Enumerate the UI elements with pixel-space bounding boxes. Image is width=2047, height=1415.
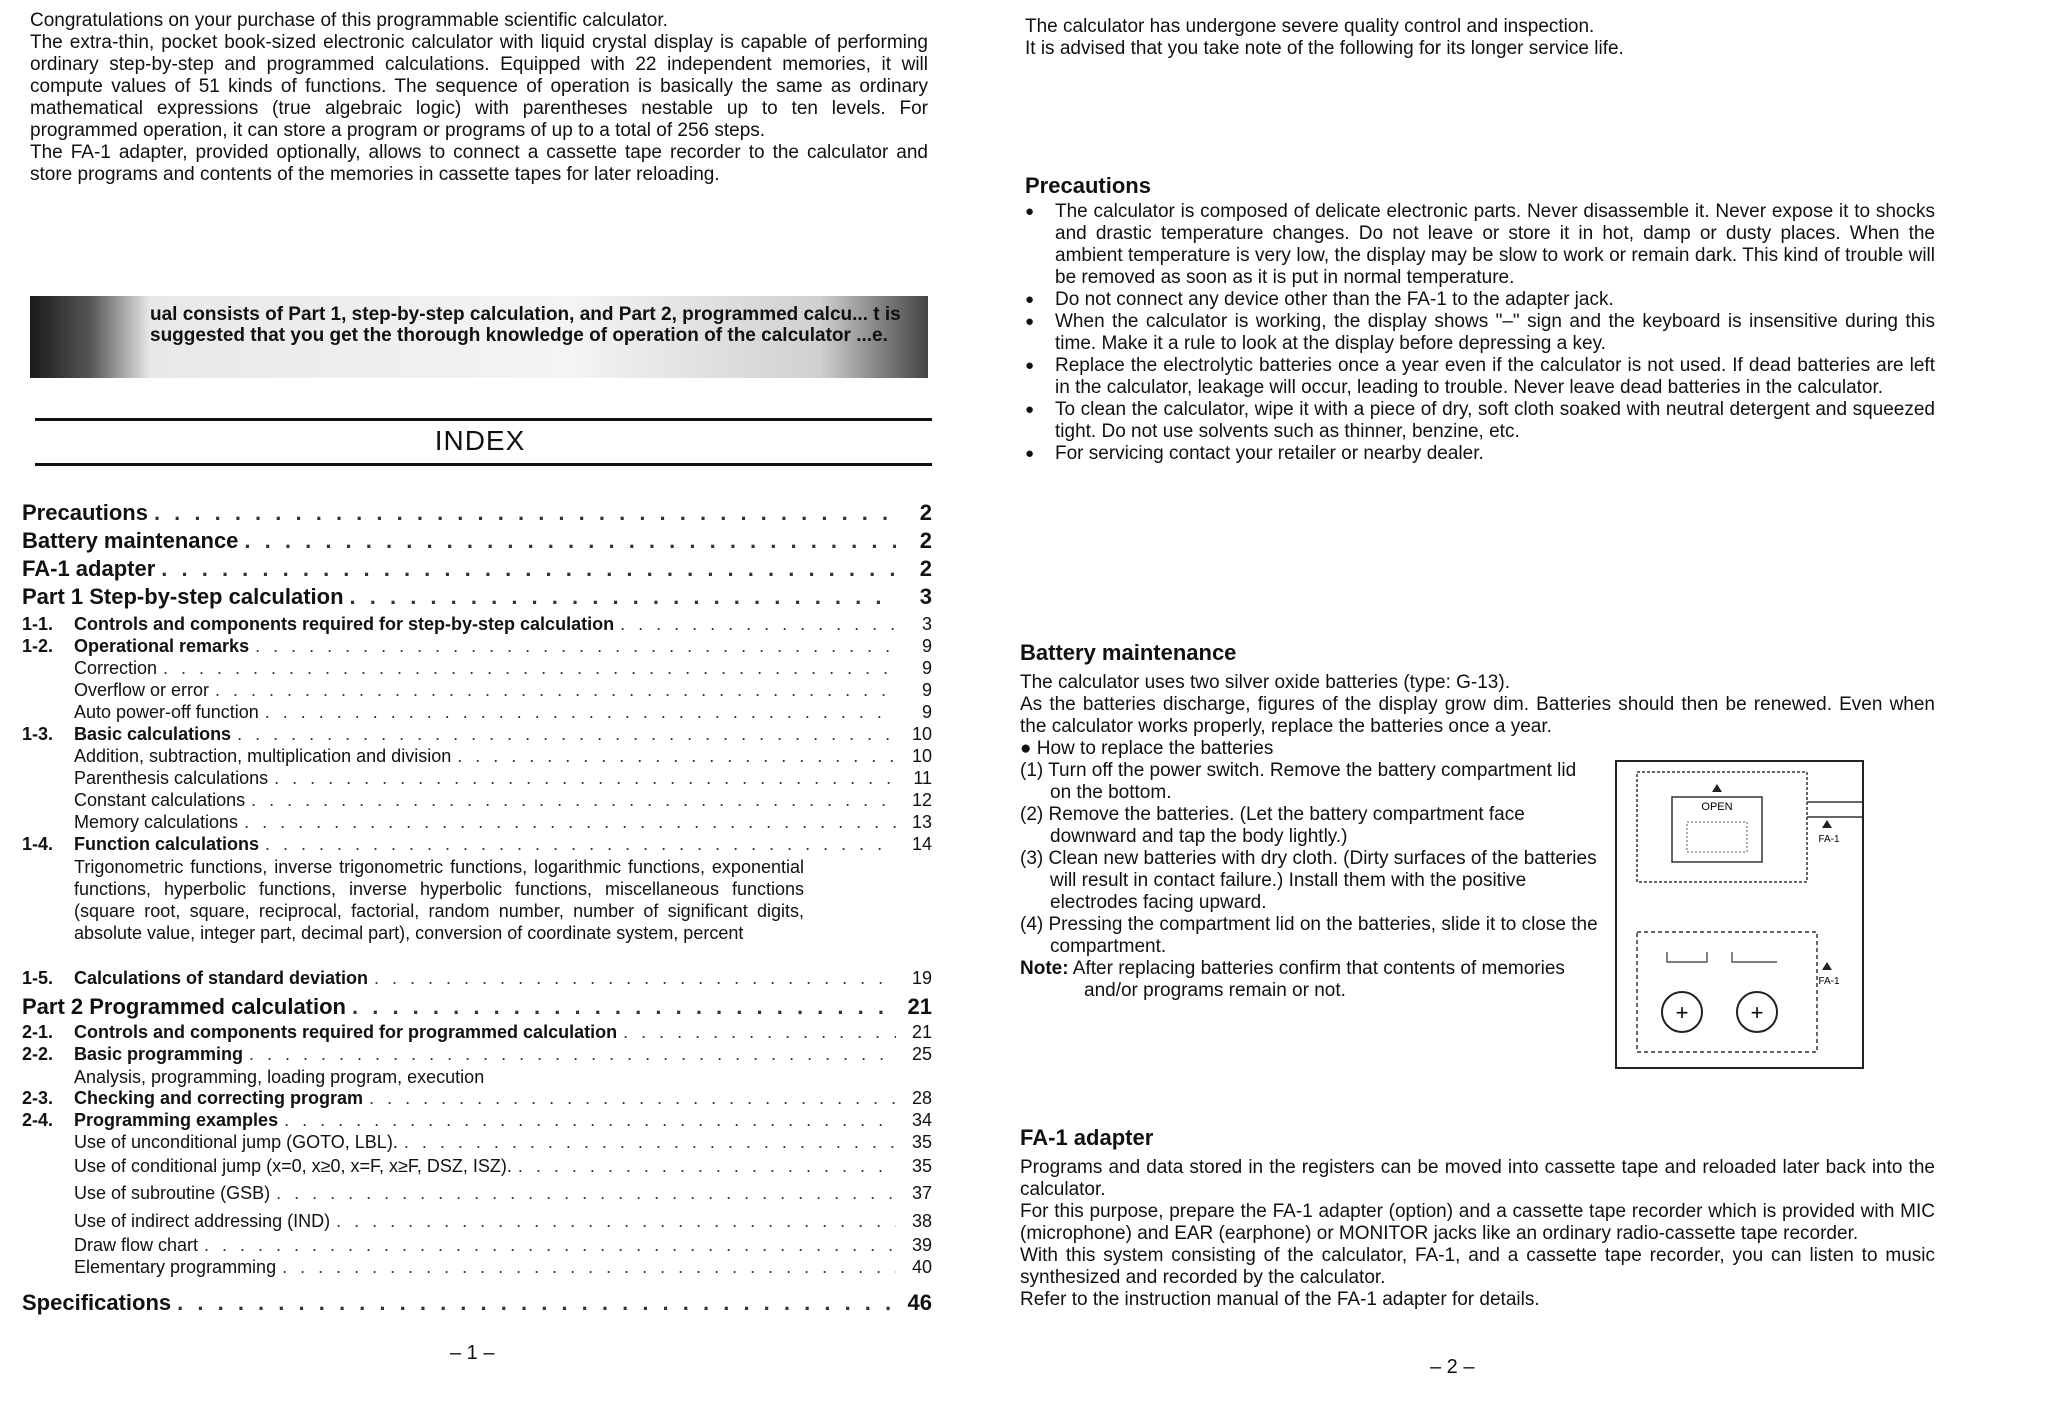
toc-entry-precautions[interactable]: Precautions . . . 2 <box>22 500 932 526</box>
precautions-list <box>1025 201 1935 465</box>
service-intro-line: The calculator has undergone severe quality control and inspection. <box>1025 16 1595 37</box>
page-number-left: – 1 – <box>450 1342 495 1364</box>
fa1-arrow-icon <box>1822 962 1832 970</box>
fa1-paragraph: For this purpose, prepare the FA-1 adapter (option) and a cassette tape recorder which is provided with MIC (microphone) and EAR (earphone) or MONITOR jacks like an ordinary radio-cassette tape recorder. <box>1020 1201 1935 1244</box>
toc-entry-parenthesis[interactable]: Parenthesis calculations . . . 11 <box>22 768 932 789</box>
toc-functions-description: Trigonometric functions, inverse trigonometric functions, logarithmic functions, exponential functions, hyperbolic functions, inverse hyperbolic functions, miscellaneous functions (square root, square, reciprocal, factorial, random number, number of significant digits, absolute value, integer part, decimal part), conversion of coordinate system, percent <box>74 857 804 943</box>
open-arrow-icon <box>1712 784 1722 792</box>
plus-icon: + <box>1675 1000 1689 1025</box>
plus-icon: + <box>1750 1000 1764 1025</box>
intro-paragraph: Congratulations on your purchase of this programmable scientific calculator. <box>30 10 668 31</box>
toc-entry-arithmetic[interactable]: Addition, subtraction, multiplication and division . . . 10 <box>22 746 932 767</box>
how-to-replace: ● How to replace the batteries <box>1020 738 1274 759</box>
toc-entry-memory[interactable]: Memory calculations . . . 13 <box>22 812 932 833</box>
precaution-item: ● The calculator is composed of delicate electronic parts. Never disassemble it. Never expose it to shocks and drastic temperature changes. Do not leave or store it in hot, damp or dusty places. When the ambient temperature is very low, the display may be slow to work or remain dark. This kind of trouble will be removed as soon as it is put in normal temperature. <box>1025 201 1935 289</box>
battery-heading: Battery maintenance <box>1020 640 1237 665</box>
fa1-label-top: FA-1 <box>1818 834 1840 845</box>
toc-entry-indirect-addressing[interactable]: Use of indirect addressing (IND) . . . 38 <box>22 1211 932 1232</box>
battery-step: (1) Turn off the power switch. Remove the battery compartment lid on the bottom. <box>1020 760 1577 803</box>
fa1-paragraph: With this system consisting of the calculator, FA-1, and a cassette tape recorder, you can listen to music synthesized and recorded by the calculator. <box>1020 1245 1935 1288</box>
service-intro-line: It is advised that you take note of the following for its longer service life. <box>1025 38 1624 59</box>
precautions-heading: Precautions <box>1025 173 1151 198</box>
toc-entry-1-4[interactable]: 1-4. Function calculations . . . 14 <box>22 834 932 855</box>
manual-notice-banner <box>30 296 928 378</box>
intro-paragraph: The extra-thin, pocket book-sized electronic calculator with liquid crystal display is capable of performing ordinary step-by-step and programmed calculations. Equipped with 22 independent memories, it will compute values of 51 kinds of functions. The sequence of operation is basically the same as ordinary mathematical expressions (true algebraic logic) with parentheses nestable up to ten levels. For programmed operation, it can store a program or programs of up to a total of 256 steps. <box>30 32 928 141</box>
toc-entry-unconditional-jump[interactable]: Use of unconditional jump (GOTO, LBL). . . . 35 <box>22 1132 932 1153</box>
contact-springs <box>1667 952 1777 962</box>
toc-entry-auto-power-off[interactable]: Auto power-off function . . . 9 <box>22 702 932 723</box>
toc-entry-1-5[interactable]: 1-5. Calculations of standard deviation . . . 19 <box>22 968 932 989</box>
toc-entry-constant[interactable]: Constant calculations . . . 12 <box>22 790 932 811</box>
banner-text: ual consists of Part 1, step-by-step calculation, and Part 2, programmed calcu... t is suggested that you get the thorough knowledge of operation of the calculator ...e. <box>150 304 901 346</box>
open-label: OPEN <box>1701 801 1733 813</box>
toc-entry-part2[interactable]: Part 2 Programmed calculation . . . 21 <box>22 994 932 1020</box>
fa1-arrow-icon <box>1822 820 1832 828</box>
battery-note: Note: After replacing batteries confirm that contents of memories and/or programs remain or not. <box>1020 958 1565 1001</box>
battery-steps <box>1020 760 1600 958</box>
precaution-item: ● When the calculator is working, the display shows "–" sign and the keyboard is insensitive during this time. Make it a rule to look at the display before depressing a key. <box>1025 311 1935 355</box>
battery-step: (4) Pressing the compartment lid on the batteries, slide it to close the compartment. <box>1020 914 1598 957</box>
left-page <box>0 0 960 1415</box>
battery-step: (2) Remove the batteries. (Let the battery compartment face downward and tap the body lightly.) <box>1020 804 1525 847</box>
toc-entry-conditional-jump[interactable]: Use of conditional jump (x=0, x≥0, x=F, x≥F, DSZ, ISZ). . . . 35 <box>22 1156 932 1177</box>
precaution-item: ● To clean the calculator, wipe it with a piece of dry, soft cloth soaked with neutral detergent and squeezed tight. Do not use solvents such as thinner, benzine, etc. <box>1025 399 1935 443</box>
toc-entry-1-2[interactable]: 1-2. Operational remarks . . . 9 <box>22 636 932 657</box>
toc-entry-correction[interactable]: Correction . . . 9 <box>22 658 932 679</box>
battery-paragraph: As the batteries discharge, figures of the display grow dim. Batteries should then be renewed. Even when the calculator works properly, replace the batteries once a year. <box>1020 694 1935 737</box>
service-intro <box>1025 16 1925 60</box>
battery-paragraph: The calculator uses two silver oxide batteries (type: G-13). <box>1020 672 1510 693</box>
toc-entry-specifications[interactable]: Specifications . . . 46 <box>22 1290 932 1316</box>
toc-entry-flow-chart[interactable]: Draw flow chart . . . 39 <box>22 1235 932 1256</box>
battery-steps-block <box>1020 738 1600 1002</box>
toc-entry-2-4[interactable]: 2-4. Programming examples . . . 34 <box>22 1110 932 1131</box>
fa1-paragraph: Programs and data stored in the registers can be moved into cassette tape and reloaded later back into the calculator. <box>1020 1157 1935 1200</box>
intro-paragraph: The FA-1 adapter, provided optionally, allows to connect a cassette tape recorder to the calculator and store programs and contents of the memories in cassette tapes for later reloading. <box>30 142 928 185</box>
compartment-outline <box>1637 772 1807 882</box>
battery-step: (3) Clean new batteries with dry cloth. (Dirty surfaces of the batteries will result in contact failure.) Install them with the positive electrodes facing upward. <box>1020 848 1597 913</box>
toc-entry-part1[interactable]: Part 1 Step-by-step calculation . . . 3 <box>22 584 932 610</box>
battery-intro <box>1020 672 1935 738</box>
toc-entry-overflow[interactable]: Overflow or error . . . 9 <box>22 680 932 701</box>
toc-entry-2-2[interactable]: 2-2. Basic programming . . . 25 <box>22 1044 932 1065</box>
fa1-body <box>1020 1157 1935 1311</box>
toc-entry-subroutine[interactable]: Use of subroutine (GSB) . . . 37 <box>22 1183 932 1204</box>
divider-bottom <box>35 463 932 466</box>
precaution-item: ● For servicing contact your retailer or nearby dealer. <box>1025 443 1935 465</box>
fa1-heading: FA-1 adapter <box>1020 1125 1154 1150</box>
toc-entry-1-1[interactable]: 1-1. Controls and components required for step-by-step calculation . . . 3 <box>22 614 932 635</box>
note-label: Note: <box>1020 958 1069 979</box>
intro-text <box>30 10 928 186</box>
page-number-right: – 2 – <box>1430 1356 1475 1378</box>
toc-entry-battery[interactable]: Battery maintenance . . . 2 <box>22 528 932 554</box>
fa1-paragraph: Refer to the instruction manual of the FA-1 adapter for details. <box>1020 1289 1540 1310</box>
toc-entry-fa1[interactable]: FA-1 adapter . . . 2 <box>22 556 932 582</box>
right-page <box>1010 0 2030 1415</box>
index-title: INDEX <box>434 425 526 456</box>
divider-top <box>35 418 932 421</box>
precaution-item: ● Replace the electrolytic batteries once a year even if the calculator is not used. If dead batteries are left in the calculator, leakage will occur, leading to trouble. Never leave dead batteries in the calculator. <box>1025 355 1935 399</box>
toc-entry-2-1[interactable]: 2-1. Controls and components required for programmed calculation . . . 21 <box>22 1022 932 1043</box>
precaution-item: ● Do not connect any device other than the FA-1 to the adapter jack. <box>1025 289 1935 311</box>
battery-diagram <box>1617 762 1862 1067</box>
battery-tray <box>1637 932 1817 1052</box>
battery-figure <box>1615 760 1864 1069</box>
fa1-section <box>1020 1125 1935 1311</box>
toc-entry-elementary-programming[interactable]: Elementary programming . . . 40 <box>22 1257 932 1278</box>
fa1-label-bottom: FA-1 <box>1818 976 1840 987</box>
lid-grip <box>1687 822 1747 852</box>
precautions-section <box>1025 173 1935 465</box>
toc-entry-1-3[interactable]: 1-3. Basic calculations . . . 10 <box>22 724 932 745</box>
toc-programming-description: Analysis, programming, loading program, execution <box>74 1067 485 1087</box>
toc-entry-2-3[interactable]: 2-3. Checking and correcting program . . . 28 <box>22 1088 932 1109</box>
